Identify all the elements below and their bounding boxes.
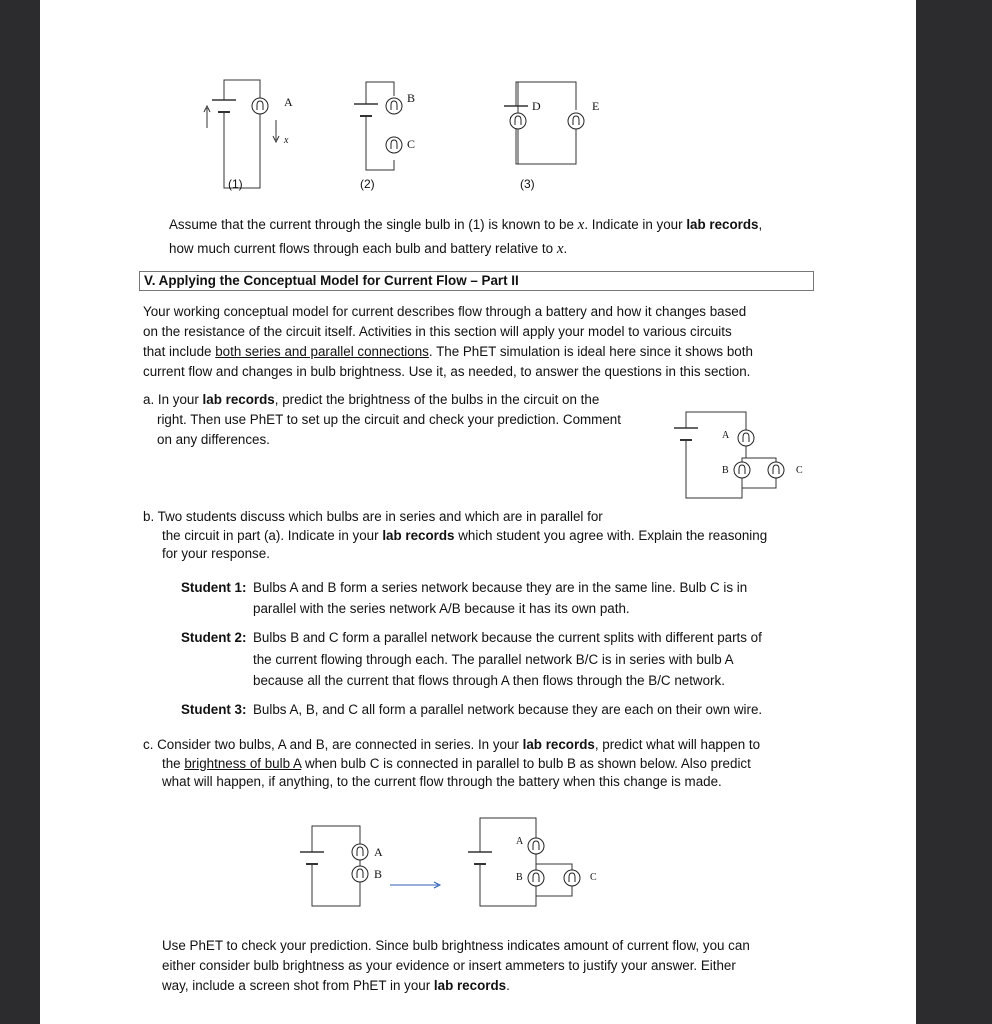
closing-line-1: Use PhET to check your prediction. Since bulb brightness indicates amount of current flow, you can [162, 938, 750, 953]
student-2-line-2: the current flowing through each. The parallel network B/C is in series with bulb A [253, 652, 734, 667]
student-3-name: Student 3: [181, 702, 247, 717]
bulb-label-d: D [532, 99, 541, 113]
student-2-name: Student 2: [181, 630, 247, 645]
bulb-label-c: C [407, 137, 416, 151]
part-b-line-3: for your response. [162, 546, 270, 561]
fig-a-label-a: A [722, 430, 730, 441]
part-b-line-1: b. Two students discuss which bulbs are in series and which are in parallel for [143, 509, 603, 524]
current-label-x: x [284, 135, 289, 146]
intro-line-2: on the resistance of the circuit itself. Activities in this section will apply your model to various circuits [143, 324, 732, 339]
student-1-line-1: Bulbs A and B form a series network because they are in the same line. Bulb C is in [253, 580, 748, 595]
part-c-line-1: c. Consider two bulbs, A and B, are connected in series. In your lab records, predict what will happen to [143, 737, 761, 752]
closing-line-3: way, include a screen shot from PhET in your lab records. [162, 978, 510, 993]
bulb-label-e: E [592, 99, 600, 113]
fig-c-right-label-b: B [516, 872, 523, 883]
intro-line-3: that include both series and parallel connections. The PhET simulation is ideal here since it shows both [143, 344, 753, 359]
document-page [40, 0, 916, 1024]
circuit-figure-part-c [40, 0, 916, 920]
circuit-label-3: (3) [520, 177, 535, 191]
brightness-link[interactable]: brightness of bulb A [184, 756, 302, 771]
bulb-label-b: B [407, 91, 416, 105]
circuit-label-1: (1) [228, 177, 243, 191]
fig-c-left-label-b: B [374, 867, 383, 881]
part-a-line-1: a. In your lab records, predict the brightness of the bulbs in the circuit on the [143, 392, 600, 407]
bulb-label-a: A [284, 95, 293, 109]
section-heading: V. Applying the Conceptual Model for Current Flow – Part II [139, 271, 814, 291]
fig-a-label-b: B [722, 465, 729, 476]
part-a-line-2: right. Then use PhET to set up the circuit and check your prediction. Comment [157, 412, 621, 427]
part-c-line-2: the brightness of bulb A when bulb C is connected in parallel to bulb B as shown below. Also predict [162, 756, 751, 771]
fig-c-right-label-c: C [590, 872, 597, 883]
part-a-line-3: on any differences. [157, 432, 270, 447]
student-1-name: Student 1: [181, 580, 247, 595]
student-2-line-1: Bulbs B and C form a parallel network because the current splits with different parts of [253, 630, 762, 645]
assume-line-1: Assume that the current through the single bulb in (1) is known to be x. Indicate in your lab records, [169, 217, 763, 233]
fig-c-right-label-a: A [516, 836, 524, 847]
fig-c-left-label-a: A [374, 845, 383, 859]
intro-line-4: current flow and changes in bulb brightness. Use it, as needed, to answer the questions in this section. [143, 364, 751, 379]
closing-line-2: either consider bulb brightness as your evidence or insert ammeters to justify your answer. Either [162, 958, 736, 973]
student-2-line-3: because all the current that flows through A then flows through the B/C network. [253, 673, 725, 688]
student-1-line-2: parallel with the series network A/B because it has its own path. [253, 601, 630, 616]
series-parallel-link[interactable]: both series and parallel connections [215, 344, 429, 359]
intro-line-1: Your working conceptual model for current describes flow through a battery and how it changes based [143, 304, 747, 319]
circuit-label-2: (2) [360, 177, 375, 191]
part-c-line-3: what will happen, if anything, to the current flow through the battery when this change is made. [162, 774, 722, 789]
student-3-line-1: Bulbs A, B, and C all form a parallel network because they are each on their own wire. [253, 702, 763, 717]
fig-a-label-c: C [796, 465, 803, 476]
part-b-line-2: the circuit in part (a). Indicate in your lab records which student you agree with. Explain the reasoning [162, 528, 768, 543]
assume-line-2: how much current flows through each bulb and battery relative to x. [169, 241, 568, 257]
